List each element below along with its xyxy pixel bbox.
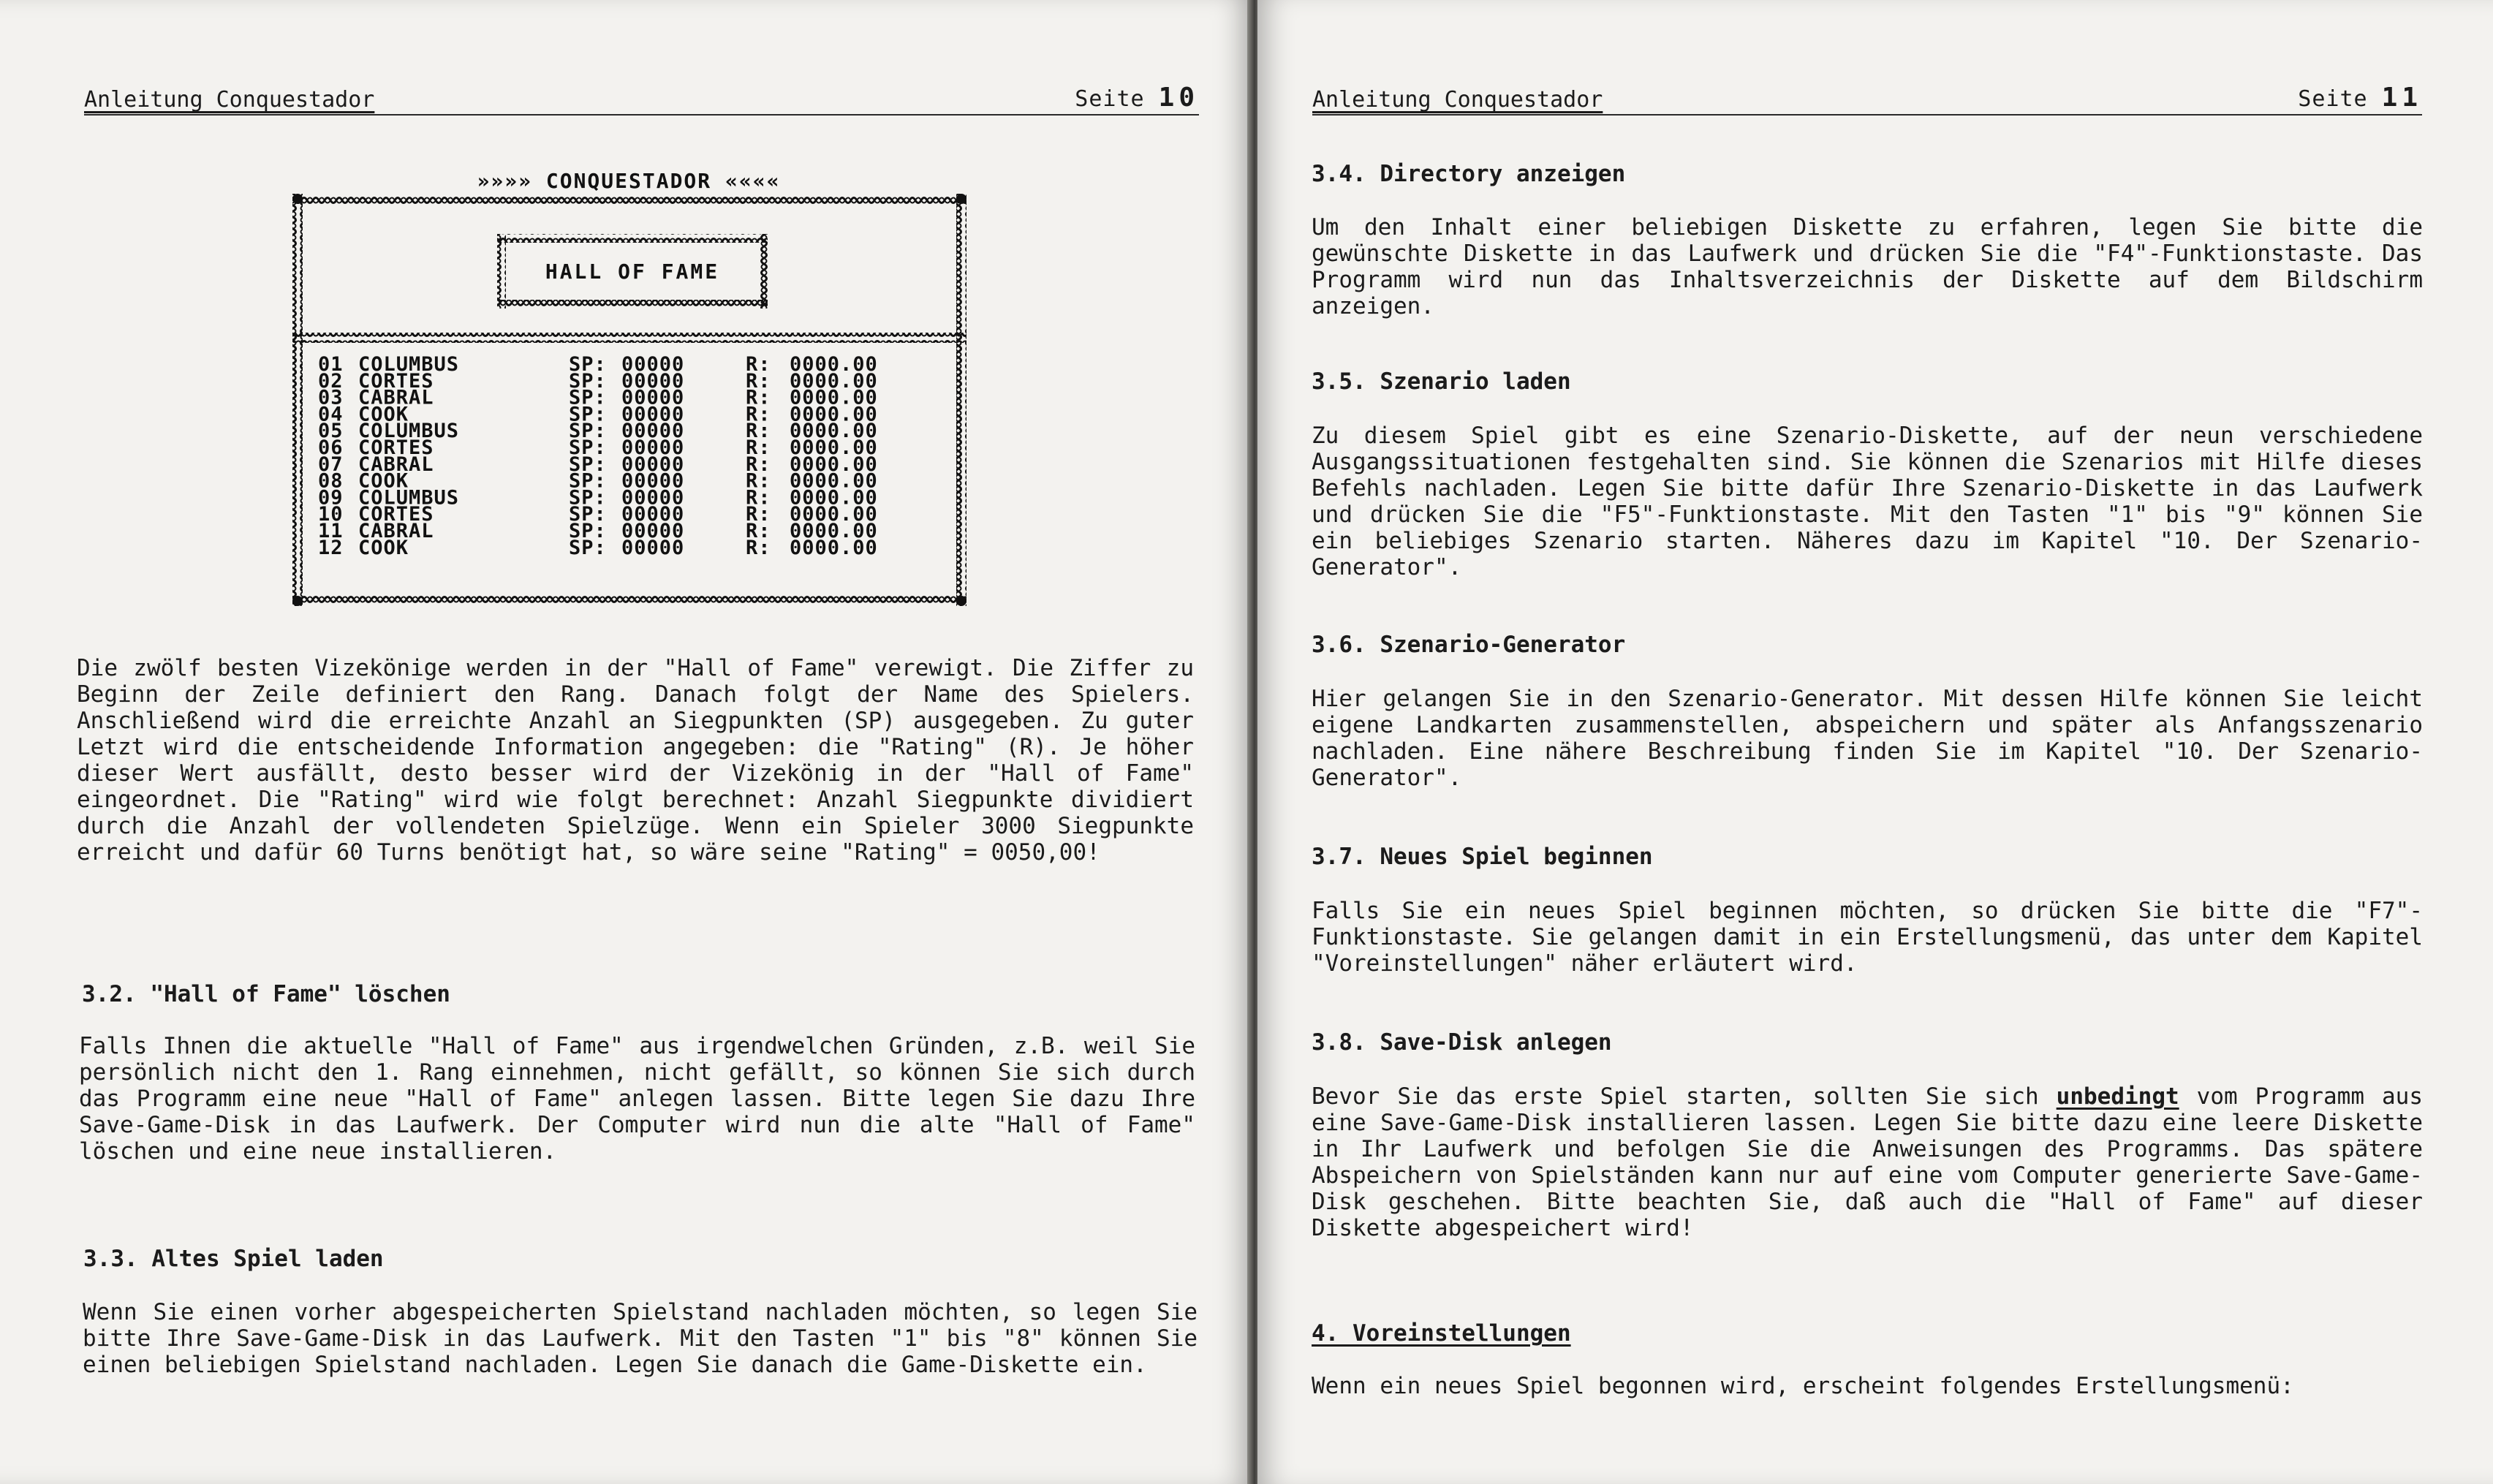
hall-of-fame-table <box>318 353 878 559</box>
hof-r-label: R: <box>746 436 771 459</box>
hof-victory-points: 00000 <box>621 353 685 376</box>
hof-rank: 01 <box>318 353 344 376</box>
hof-player-name: CABRAL <box>358 386 434 409</box>
section-heading-4: 4. Voreinstellungen <box>1312 1320 1571 1347</box>
hof-rank: 10 <box>318 503 344 526</box>
hof-rating: 0000.00 <box>790 420 878 443</box>
frame-corner-knot <box>956 596 966 606</box>
hof-rating: 0000.00 <box>790 453 878 476</box>
hof-player-name: CABRAL <box>358 453 434 476</box>
hof-player-name: CORTES <box>358 369 434 393</box>
hof-sp-label: SP: <box>569 369 607 393</box>
hof-victory-points: 00000 <box>621 420 685 443</box>
hof-rating: 0000.00 <box>790 353 878 376</box>
hof-rank: 04 <box>318 403 344 426</box>
rope-border-bottom <box>292 596 966 606</box>
section-body-3-4: Um den Inhalt einer beliebigen Diskette zu erfahren, legen Sie bitte die gewünschte Diskette in das Laufwerk und drücken Sie die "F4"-Funktionstaste. Das Programm wird nun das Inhaltsverzeichnis der Diskette auf dem Bildschirm anzeigen. <box>1312 214 2423 319</box>
hof-victory-points: 00000 <box>621 486 685 510</box>
hof-rank: 12 <box>318 536 344 559</box>
hof-victory-points: 00000 <box>621 469 685 493</box>
section-body-3-6: Hier gelangen Sie in den Szenario-Generator. Mit dessen Hilfe können Sie leicht eigene Landkarten zusammenstellen, abspeichern und später als Anfangsszenario nachladen. Eine nähere Beschreibung finden Sie im Kapitel "10. Der Szenario-Generator". <box>1312 686 2423 791</box>
hof-sp-label: SP: <box>569 386 607 409</box>
page-label: Seite <box>1075 86 1145 112</box>
section-body-3-3: Wenn Sie einen vorher abgespeicherten Spielstand nachladen möchten, so legen Sie bitte Ihre Save-Game-Disk in das Laufwerk. Mit den Tasten "1" bis "8" können Sie einen beliebigen Spielstand nachladen. Legen Sie danach die Game-Diskette ein. <box>83 1299 1198 1378</box>
hof-sp-label: SP: <box>569 403 607 426</box>
hof-rank: 09 <box>318 486 344 510</box>
hall-of-fame-screenshot <box>278 164 980 614</box>
hof-player-name: CABRAL <box>358 520 434 542</box>
hof-victory-points: 00000 <box>621 520 685 542</box>
page-number: 10 <box>1158 83 1199 113</box>
section-heading-3-3: 3.3. Altes Spiel laden <box>83 1246 384 1272</box>
rope-border-right-lower <box>956 333 966 606</box>
section-heading-3-4: 3.4. Directory anzeigen <box>1312 161 1626 187</box>
hof-rating: 0000.00 <box>790 469 878 493</box>
title-box-bottom <box>497 300 768 308</box>
page-number: 11 <box>2381 83 2422 113</box>
hof-victory-points: 00000 <box>621 369 685 393</box>
section-heading-3-5: 3.5. Szenario laden <box>1312 368 1571 395</box>
hof-rating: 0000.00 <box>790 486 878 510</box>
hof-rating: 0000.00 <box>790 520 878 542</box>
right-page <box>1257 0 2493 1484</box>
hof-rank: 07 <box>318 453 344 476</box>
hof-r-label: R: <box>746 536 771 559</box>
hof-r-label: R: <box>746 453 771 476</box>
rope-border-left-lower <box>292 333 303 606</box>
section-body-4: Wenn ein neues Spiel begonnen wird, erscheint folgendes Erstellungsmenü: <box>1312 1373 2294 1399</box>
hof-rank: 02 <box>318 369 344 393</box>
hof-player-name: COLUMBUS <box>358 486 460 510</box>
page-header <box>1312 73 2422 116</box>
hof-sp-label: SP: <box>569 469 607 493</box>
hof-player-name: CORTES <box>358 436 434 459</box>
hof-player-name: COLUMBUS <box>358 420 460 443</box>
hof-rating: 0000.00 <box>790 386 878 409</box>
section-body-3-7: Falls Sie ein neues Spiel beginnen möchten, so drücken Sie bitte die "F7"-Funktionstaste. Sie gelangen damit in ein Erstellungsmenü, das unter dem Kapitel "Voreinstellungen" näher erläutert wird. <box>1312 898 2423 977</box>
hof-sp-label: SP: <box>569 453 607 476</box>
section-body-3-8-start: Bevor Sie das erste Spiel starten, sollten Sie sich <box>1312 1083 2057 1110</box>
hof-rank: 08 <box>318 469 344 493</box>
hof-victory-points: 00000 <box>621 436 685 459</box>
section-heading-3-6: 3.6. Szenario-Generator <box>1312 632 1626 658</box>
hof-rating: 0000.00 <box>790 503 878 526</box>
hof-rating: 0000.00 <box>790 436 878 459</box>
hof-rank: 06 <box>318 436 344 459</box>
page-header <box>84 73 1199 116</box>
title-box-top <box>497 234 768 243</box>
hof-victory-points: 00000 <box>621 453 685 476</box>
hof-player-name: CORTES <box>358 503 434 526</box>
title-box-left <box>497 234 506 308</box>
hof-sp-label: SP: <box>569 536 607 559</box>
hof-victory-points: 00000 <box>621 503 685 526</box>
manual-title: Anleitung Conquestador <box>1312 87 1603 113</box>
hof-r-label: R: <box>746 420 771 443</box>
page-number-label <box>2298 83 2422 113</box>
section-heading-3-7: 3.7. Neues Spiel beginnen <box>1312 844 1653 870</box>
hof-rating: 0000.00 <box>790 369 878 393</box>
rope-border-divider <box>292 333 966 343</box>
frame-corner-knot <box>956 194 966 204</box>
section-body-3-8-end: vom Programm aus eine Save-Game-Disk installieren lassen. Legen Sie bitte dazu eine leere Diskette in Ihr Laufwerk und befolgen Sie die Anweisungen des Programms. Das spätere Abspeichern von Spielständen kann nur auf eine vom Computer generierte Save-Game-Disk geschehen. Bitte beachten Sie, daß auch die "Hall of Fame" auf dieser Diskette abgespeichert wird! <box>1312 1083 2423 1241</box>
hof-rank: 05 <box>318 420 344 443</box>
section-body-3-5: Zu diesem Spiel gibt es eine Szenario-Diskette, auf der neun verschiedene Ausgangssituationen festgehalten sind. Sie können die Szenarios mit Hilfe dieses Befehls nachladen. Legen Sie bitte dafür Ihre Szenario-Diskette in das Laufwerk und drücken Sie die "F5"-Funktionstaste. Mit den Tasten "1" bis "9" können Sie ein beliebiges Szenario starten. Näheres dazu im Kapitel "10. Der Szenario-Generator". <box>1312 423 2423 580</box>
hof-r-label: R: <box>746 403 771 426</box>
manual-title: Anleitung Conquestador <box>84 87 375 113</box>
hall-of-fame-screen-svg <box>278 164 980 614</box>
hof-r-label: R: <box>746 386 771 409</box>
page-number-label <box>1075 83 1199 113</box>
hof-rank: 03 <box>318 386 344 409</box>
hof-sp-label: SP: <box>569 520 607 542</box>
hof-rating: 0000.00 <box>790 536 878 559</box>
hof-r-label: R: <box>746 369 771 393</box>
hof-player-name: COLUMBUS <box>358 353 460 376</box>
hof-sp-label: SP: <box>569 486 607 510</box>
hof-rating: 0000.00 <box>790 403 878 426</box>
rope-border-top <box>292 194 966 204</box>
hof-player-name: COOK <box>358 403 409 426</box>
frame-corner-knot <box>292 194 303 204</box>
hof-sp-label: SP: <box>569 436 607 459</box>
emphasis-unbedingt: unbedingt <box>2056 1083 2179 1110</box>
hof-player-name: COOK <box>358 469 409 493</box>
hof-sp-label: SP: <box>569 420 607 443</box>
hof-r-label: R: <box>746 353 771 376</box>
hof-victory-points: 00000 <box>621 403 685 426</box>
title-box-right <box>759 234 768 308</box>
hall-of-fame-title: HALL OF FAME <box>545 260 720 284</box>
section-body-3-2: Falls Ihnen die aktuelle "Hall of Fame" aus irgendwelchen Gründen, z.B. weil Sie persönlich nicht den 1. Rang einnehmen, nicht gefällt, so können Sie sich durch das Programm eine neue "Hall of Fame" anlegen lassen. Bitte legen Sie dazu Ihre Save-Game-Disk in das Laufwerk. Der Computer wird nun die alte "Hall of Fame" löschen und eine neue installieren. <box>79 1033 1195 1165</box>
hof-victory-points: 00000 <box>621 386 685 409</box>
hof-r-label: R: <box>746 469 771 493</box>
hall-of-fame-description: Die zwölf besten Vizekönige werden in der "Hall of Fame" verewigt. Die Ziffer zu Beginn der Zeile definiert den Rang. Danach folgt der Name des Spielers. Anschließend wird die erreichte Anzahl an Siegpunkten (SP) ausgegeben. Zu guter Letzt wird die entscheidende Information angegeben: die "Rating" (R). Je höher dieser Wert ausfällt, desto besser wird der Vizekönig in der "Hall of Fame" eingeordnet. Die "Rating" wird wie folgt berechnet: Anzahl Siegpunkte dividiert durch die Anzahl der vollendeten Spielzüge. Wenn ein Spieler 3000 Siegpunkte erreicht und dafür 60 Turns benötigt hat, so wäre seine "Rating" = 0050,00! <box>77 655 1194 866</box>
banner-title: »»»» CONQUESTADOR «««« <box>477 169 781 193</box>
hof-r-label: R: <box>746 503 771 526</box>
hof-sp-label: SP: <box>569 503 607 526</box>
hof-rank: 11 <box>318 520 344 542</box>
hof-r-label: R: <box>746 520 771 542</box>
hof-victory-points: 00000 <box>621 536 685 559</box>
hof-sp-label: SP: <box>569 353 607 376</box>
page-label: Seite <box>2298 86 2368 112</box>
frame-corner-knot <box>292 596 303 606</box>
section-heading-3-8: 3.8. Save-Disk anlegen <box>1312 1029 1612 1056</box>
section-heading-3-2: 3.2. "Hall of Fame" löschen <box>82 981 450 1007</box>
section-body-3-8 <box>1312 1083 2423 1241</box>
hof-player-name: COOK <box>358 536 409 559</box>
hof-r-label: R: <box>746 486 771 510</box>
